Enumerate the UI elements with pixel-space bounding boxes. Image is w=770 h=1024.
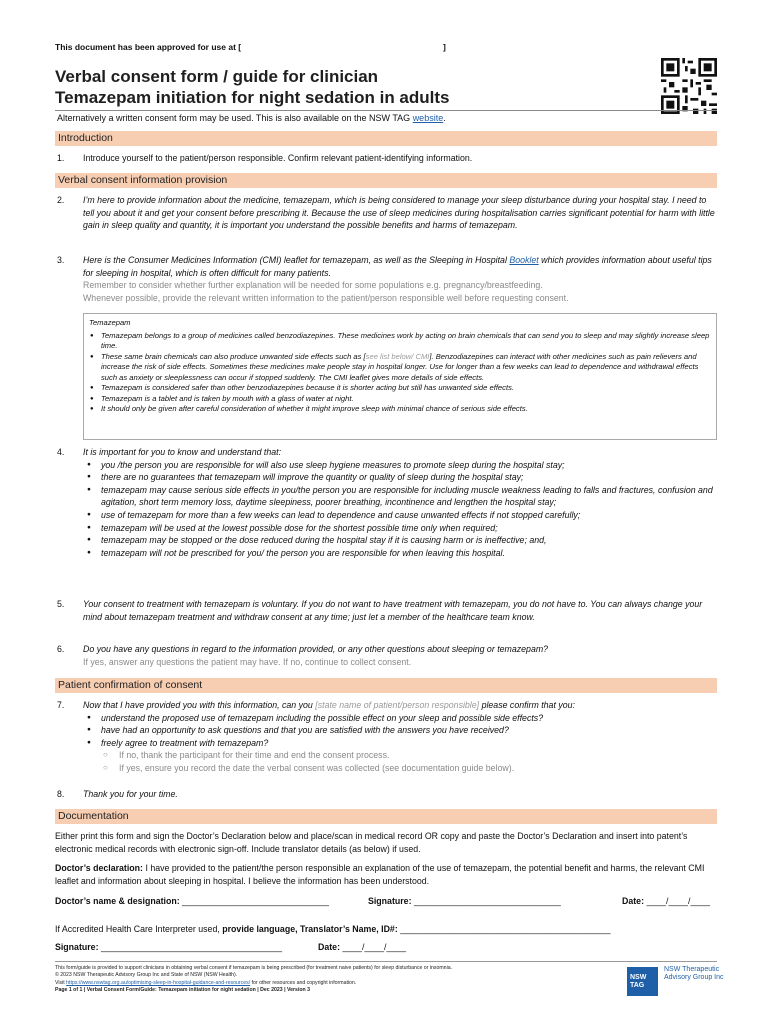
section-verbal-consent-information: Verbal consent information provision — [55, 173, 717, 188]
doctor-signature-block: Signature: ______________________________ — [368, 896, 561, 906]
nsw-tag-logo: NSW TAG — [627, 967, 658, 996]
understanding-bullet: ● use of temazepam for more than a few weeks can lead to dependence and cause unwanted effects if not stopped carefully; — [83, 509, 717, 522]
understanding-bullet: ● there are no guarantees that temazepam will improve the quantity or quality of sleep during the hospital stay; — [83, 471, 717, 484]
list-item-1: 1. Introduce yourself to the patient/person responsible. Confirm relevant patient-identifying information. — [57, 153, 473, 163]
understanding-bullet: ● temazepam will not be prescribed for you/ the person you are responsible for when leaving this hospital. — [83, 547, 717, 560]
info-box-heading: Temazepam — [89, 318, 131, 327]
title-line-2: Temazepam initiation for night sedation in adults — [55, 88, 450, 107]
footer: This form/guide is provided to support clinicians in obtaining verbal consent if temazepam is being prescribed (for treatment naive patients) for sleep disturbance or insomnia. © 2023 NSW Therapeutic Advisory Group Inc and State of NSW (NSW Health). Visit https://www.nswtag.org.au/optimising-sleep-in-hospital-guidance-and-resources/ for other resources and copyright information. Page 1 of 1 | Verbal Consent Form/Guide: Temazepam initiation for night sedation | Dec 2023 | Version 3 — [55, 965, 453, 993]
section-patient-confirmation: Patient confirmation of consent — [55, 678, 717, 693]
list-item-8: 8. Thank you for your time. — [57, 789, 178, 799]
info-bullet: ● Temazepam is considered safer than other benzodiazepines because it is shorter acting but still has unwanted side effects. — [89, 383, 711, 394]
info-bullet: ● Temazepam belongs to a group of medicines called benzodiazepines. These medicines work by acting on brain chemicals that can send you to sleep and may slightly increase sleep time. — [89, 331, 711, 352]
section-documentation: Documentation — [55, 809, 717, 824]
guide-sub-bullet: ○ If yes, ensure you record the date the verbal consent was collected (see documentation guide below). — [101, 762, 717, 775]
approval-statement — [55, 42, 446, 52]
doctor-date-field[interactable]: ____/____/____ — [646, 896, 711, 906]
understanding-bullet: ● temazepam may be stopped or the dose reduced during the hospital stay if it is causing harm or is ineffective; and, — [83, 534, 717, 547]
alternative-note: Alternatively a written consent form may be used. This is also available on the NSW TAG website. — [57, 113, 446, 123]
approval-text: This document has been approved for use at [ — [55, 42, 242, 52]
list-item-6: 6. Do you have any questions in regard to the information provided, or any other questions about sleeping or temazepam? If yes, answer any questions the patient may have. If no, continue to collect consent. — [57, 644, 549, 667]
doctor-signature-row: Doctor’s name & designation: ______________________________ — [55, 896, 329, 906]
nsw-tag-logo-text: NSW Therapeutic Advisory Group Inc — [664, 966, 724, 981]
understanding-bullet: ● temazepam may cause serious side effects in you/the person you are responsible for including muscle weakness leading to falls and fractures, confusion and agitation, short term memory loss, daytime sleepiness, poorer breathing, incontinence and lengthen the hospital stay; — [83, 484, 717, 509]
interpreter-date-block: Date: ____/____/____ — [318, 942, 407, 952]
doctor-signature-field[interactable]: ______________________________ — [413, 896, 561, 906]
title-line-1: Verbal consent form / guide for clinician — [55, 67, 379, 86]
list-item-3: 3. Here is the Consumer Medicines Information (CMI) leaflet for temazepam, as well as the Sleeping in Hospital Booklet which provides information about useful tips for sleeping in hospital, which is often difficult for many patients. Remember to consider whether further explanation will be needed for some populations e.g. pregnancy/breastfeeding. Whenever possible, provide the relevant written information to the patient/person responsible well before requesting consent. — [57, 255, 712, 303]
footer-divider — [55, 961, 717, 962]
understanding-bullet: ● you /the person you are responsible for will also use sleep hygiene measures to promote sleep during the hospital stay; — [83, 459, 717, 472]
doctors-declaration: Doctor’s declaration: I have provided to the patient/the person responsible an explanation of the use of temazepam, the potential benefit and harms, the relevant CMI leaflet and information about sleeping in hospital. I believe the information has been understood. — [55, 863, 705, 886]
guide-sub-bullet: ○ If no, thank the participant for their time and end the consent process. — [101, 749, 717, 762]
info-bullet: ● It should only be given after careful consideration of whether it might improve sleep with minimal chance of serious side effects. — [89, 404, 711, 415]
qr-code-icon — [661, 58, 717, 114]
resources-link[interactable]: https://www.nswtag.org.au/optimising-sleep-in-hospital-guidance-and-resources/ — [66, 979, 251, 986]
info-bullet: ● Temazepam is a tablet and is taken by mouth with a glass of water at night. — [89, 394, 711, 405]
confirmation-bullet: ● have had an opportunity to ask questions and that you are satisfied with the answers you have received? — [83, 724, 717, 737]
title-divider — [55, 110, 717, 111]
info-bullet: ● These same brain chemicals can also produce unwanted side effects such as [see list below/ CMI]. Benzodiazepines can interact with other medicines such as pain relievers and increase the risk of side effects. Sometimes these medicines make people stay in hospital longer. Use for longer than a few weeks can lead to dependence and withdrawal effects such as anxiety or sleeplessness can occur if stopped suddenly. The CMI leaflet gives more details of side effects. — [89, 352, 711, 384]
temazepam-info-box — [83, 313, 717, 440]
interpreter-date-field[interactable]: ____/____/____ — [342, 942, 407, 952]
website-link[interactable]: website — [412, 113, 444, 123]
confirmation-bullet: ● understand the proposed use of temazepam including the possible effect on your sleep and possible side effects? — [83, 712, 717, 725]
list-item-4: 4. It is important for you to know and understand that: ● you /the person you are responsible for will also use sleep hygiene measures to promote sleep during the hospital stay; ● there are no guarantees that temazepam will improve the quantity or quality of sleep during the hospital stay; ● temazepam may cause serious side effects in you/the person you are responsible for including muscle weakness leading to falls and fractures, confusion and agitation, short term memory loss, daytime sleepiness, poorer breathing, incontinence and lengthen the hospital stay; ● use of temazepam for more than a few weeks can lead to dependence and cause unwanted effects if not stopped carefully; ● temazepam will be used at the lowest possible dose for the shortest possible time only when required; ● temazepam may be stopped or the dose reduced during the hospital stay if it is causing harm or is ineffective; and, ● temazepam will not be prescribed for you/ the person you are responsible for when leaving this hospital. — [57, 446, 717, 559]
list-item-5: 5. Your consent to treatment with temazepam is voluntary. If you do not want to have treatment with temazepam, you do not have to. You can always change your mind about temazepam treatment and withdraw consent at any time; just let a member of the healthcare team know. — [57, 599, 703, 622]
section-introduction: Introduction — [55, 131, 717, 146]
interpreter-signature-row: Signature: _____________________________________ — [55, 942, 282, 952]
approval-close: ] — [443, 42, 446, 52]
list-item-7: 7. Now that I have provided you with this information, can you [state name of patient/person responsible] please confirm that you: ● understand the proposed use of temazepam including the possible effect on your sleep and possible side effects? ● have had an opportunity to ask questions and that you are satisfied with the answers you have received? ● freely agree to treatment with temazepam? ○ If no, thank the participant for their time and end the consent process. ○ If yes, ensure you record the date the verbal consent was collected (see documentation guide below). — [57, 699, 717, 775]
doctor-date-block: Date: ____/____/____ — [622, 896, 711, 906]
interpreter-row: If Accredited Health Care Interpreter used, provide language, Translator’s Name, ID#: ___________________________________________ — [55, 924, 611, 934]
doctor-name-field[interactable]: ______________________________ — [182, 896, 329, 906]
interpreter-details-field[interactable]: ___________________________________________ — [400, 924, 611, 934]
list-item-2: 2. I’m here to provide information about the medicine, temazepam, which is being considered to manage your sleep disturbance during your hospital stay. I need to tell you about it and get your consent before prescribing it. Because the use of sleep medicines during hospitalisation carries significant potential for harm with little gain in sleep quality and quantity, it is important you understand the possible benefits and harms of temazepam. — [57, 195, 715, 231]
booklet-link[interactable]: Booklet — [509, 255, 539, 265]
understanding-bullet: ● temazepam will be used at the lowest possible dose for the shortest possible time only when required; — [83, 522, 717, 535]
interpreter-signature-field[interactable]: _____________________________________ — [100, 942, 282, 952]
page-title — [55, 66, 450, 108]
confirmation-bullet: ● freely agree to treatment with temazepam? — [83, 737, 717, 750]
documentation-instructions: Either print this form and sign the Doctor’s Declaration below and place/scan in medical record OR copy and paste the Doctor’s Declaration and insert into patent’s electronic medical records with electronic sign-off. Include translator details (as below) if used. — [55, 831, 688, 854]
